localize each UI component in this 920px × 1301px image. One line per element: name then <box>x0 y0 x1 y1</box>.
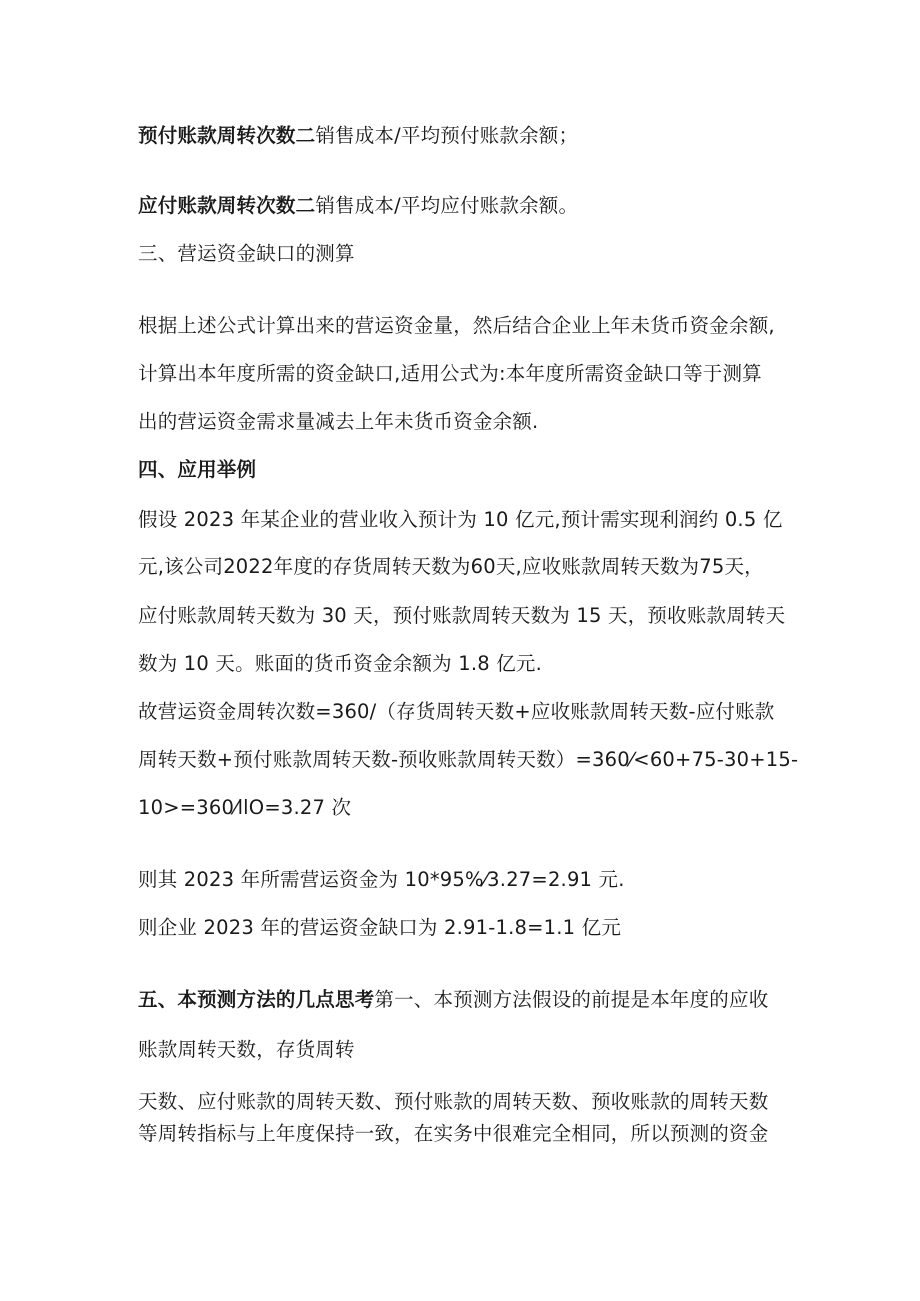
line-text: 根据上述公式计算出来的营运资金量，然后结合企业上年未货币资金余额, <box>138 314 775 337</box>
paragraph-line <box>138 1040 355 1060</box>
line-text: 销售成本/平均预付账款余额； <box>315 124 579 147</box>
line-text: 元,该公司2022年度的存货周转天数为60天,应收账款周转天数为75天， <box>138 555 764 578</box>
line-text: 销售成本/平均应付账款余额。 <box>315 194 579 217</box>
paragraph-line <box>138 364 762 384</box>
line-text: 则其 2023 年所需营运资金为 10*95%⁄3.27=2.91 元. <box>138 868 625 891</box>
line-text: 出的营运资金需求量减去上年未货币资金余额. <box>138 410 539 433</box>
paragraph-line <box>138 1124 768 1144</box>
line-text: 天数、应付账款的周转天数、预付账款的周转天数、预收账款的周转天数 <box>138 1090 769 1113</box>
paragraph-line <box>138 606 785 626</box>
paragraph-line <box>138 126 578 146</box>
line-text: 等周转指标与上年度保持一致，在实务中很难完全相同，所以预测的资金 <box>138 1122 769 1145</box>
line-text: 周转天数+预付账款周转天数-预收账款周转天数）=360⁄<60+75-30+15- <box>138 748 799 771</box>
paragraph-line <box>138 316 775 336</box>
line-text: 则企业 2023 年的营运资金缺口为 2.91-1.8=1.1 亿元 <box>138 916 622 939</box>
paragraph-line <box>138 990 768 1010</box>
line-text: 计算出本年度所需的资金缺口,适用公式为:本年度所需资金缺口等于测算 <box>138 362 762 385</box>
paragraph-line <box>138 750 798 770</box>
line-text: 10>=360⁄llO=3.27 次 <box>138 796 352 819</box>
bold-term: 预付账款周转次数二 <box>138 124 316 147</box>
bold-term: 五、本预测方法的几点思考 <box>138 988 375 1011</box>
line-text: 应付账款周转天数为 30 天，预付账款周转天数为 15 天，预收账款周转天 <box>138 604 786 627</box>
line-text: 数为 10 天。账面的货币资金余额为 1.8 亿元. <box>138 652 543 675</box>
paragraph-line <box>138 412 538 432</box>
line-text: 三、营运资金缺口的测算 <box>138 242 355 265</box>
line-text: 第一、本预测方法假设的前提是本年度的应收 <box>374 988 769 1011</box>
bold-term: 应付账款周转次数二 <box>138 194 316 217</box>
section-heading <box>138 244 355 264</box>
line-text: 故营运资金周转次数=360/（存货周转天数+应收账款周转天数-应付账款 <box>138 700 775 723</box>
paragraph-line <box>138 918 621 938</box>
paragraph-line <box>138 557 764 577</box>
bold-term: 四、应用举例 <box>138 458 257 481</box>
paragraph-line <box>138 654 542 674</box>
paragraph-line <box>138 798 351 818</box>
paragraph-line <box>138 510 783 530</box>
section-heading <box>138 460 256 480</box>
paragraph-line <box>138 870 625 890</box>
line-text: 账款周转天数，存货周转 <box>138 1038 355 1061</box>
paragraph-line <box>138 196 578 216</box>
paragraph-line <box>138 702 775 722</box>
line-text: 假设 2023 年某企业的营业收入预计为 10 亿元,预计需实现利润约 0.5 亿 <box>138 508 783 531</box>
paragraph-line <box>138 1092 768 1112</box>
